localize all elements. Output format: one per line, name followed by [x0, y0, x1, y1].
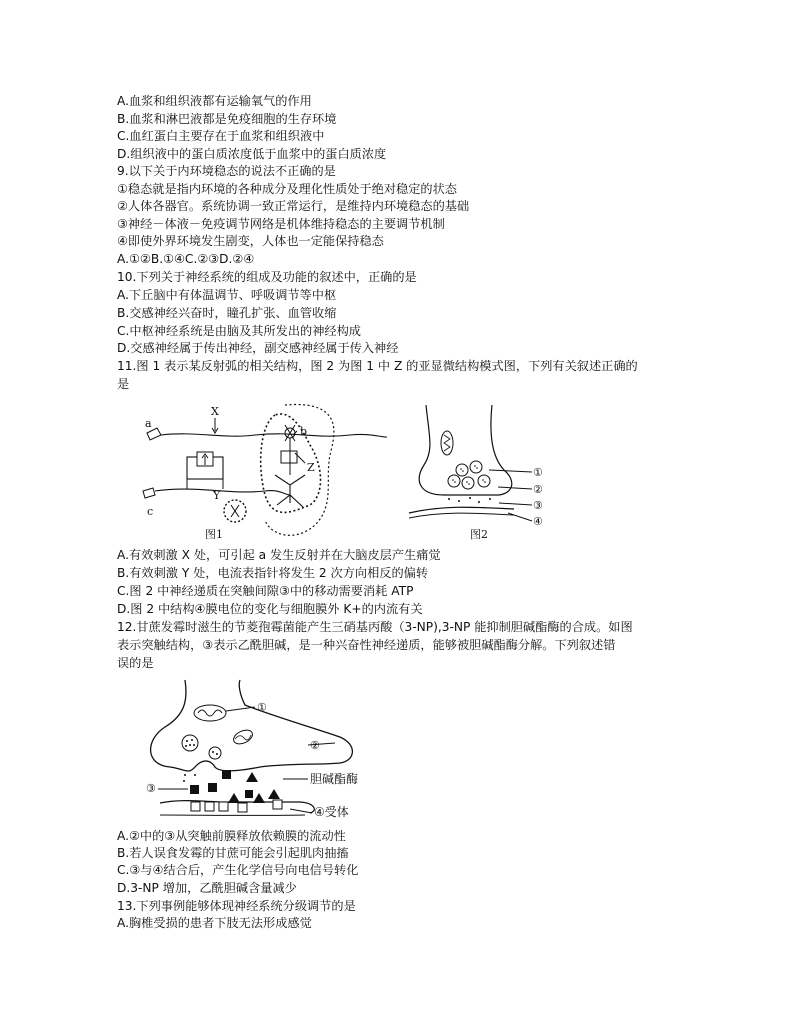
q9-item-1: ①稳态就是指内环境的各种成分及理化性质处于绝对稳定的状态: [117, 182, 457, 196]
figure-2-caption: 图2: [470, 528, 488, 541]
q8-option-d: D.组织液中的蛋白质浓度低于血浆中的蛋白质浓度: [117, 147, 387, 161]
fig2-label-3: ③: [533, 499, 543, 512]
q12-option-b: B.若人误食发霉的甘蔗可能会引起肌肉抽搐: [117, 846, 349, 860]
q12-option-d: D.3-NP 增加，乙酰胆碱含量减少: [117, 881, 297, 895]
fig3-label-3: ③: [146, 782, 156, 795]
label-z: Z: [307, 461, 315, 474]
q8-option-a: A.血浆和组织液都有运输氧气的作用: [117, 94, 312, 108]
figure-1-reflex-arc: [135, 395, 400, 545]
q11-stem-line2: 是: [117, 377, 130, 391]
fig2-label-1: ①: [533, 466, 543, 479]
figure-3-synapse: [140, 675, 400, 825]
label-b: b: [300, 425, 308, 438]
q12-option-a: A.②中的③从突触前膜释放依赖膜的流动性: [117, 829, 346, 843]
q12-stem-line2: 表示突触结构，③表示乙酰胆碱，是一种兴奋性神经递质，能够被胆碱酯酶分解。下列叙述错: [117, 638, 616, 652]
q9-item-4: ④即使外界环境发生剧变，人体也一定能保持稳态: [117, 234, 384, 248]
figure-2-synapse: [404, 395, 554, 545]
fig2-label-2: ②: [533, 483, 543, 496]
fig3-receptor-label: ④受体: [314, 805, 349, 819]
q9-item-2: ②人体各器官。系统协调一致正常运行，是维持内环境稳态的基础: [117, 199, 470, 213]
q11-option-b: B.有效刺激 Y 处，电流表指针将发生 2 次方向相反的偏转: [117, 566, 429, 580]
fig3-enzyme-label: 胆碱酯酶: [310, 772, 359, 786]
q10-stem: 10.下列关于神经系统的组成及功能的叙述中，正确的是: [117, 270, 417, 284]
fig3-label-2: ②: [310, 739, 320, 752]
q12-option-c: C.③与④结合后，产生化学信号向电信号转化: [117, 863, 359, 877]
q9-item-3: ③神经－体液－免疫调节网络是机体维持稳态的主要调节机制: [117, 217, 445, 231]
q9-stem: 9.以下关于内环境稳态的说法不正确的是: [117, 164, 336, 178]
q10-option-a: A.下丘脑中有体温调节、呼吸调节等中枢: [117, 288, 337, 302]
fig3-label-1: ①: [257, 701, 267, 714]
q11-stem-line1: 11.图 1 表示某反射弧的相关结构，图 2 为图 1 中 Z 的亚显微结构模式图，下列有关叙述正确的: [117, 359, 638, 373]
figure-1-caption: 图1: [205, 528, 223, 541]
q8-option-c: C.血红蛋白主要存在于血浆和组织液中: [117, 129, 325, 143]
q13-option-a: A.胸椎受损的患者下肢无法形成感觉: [117, 916, 312, 930]
q11-option-a: A.有效刺激 X 处，可引起 a 发生反射并在大脑皮层产生痛觉: [117, 548, 441, 562]
label-c: c: [147, 505, 154, 518]
q11-option-c: C.图 2 中神经递质在突触间隙③中的移动需要消耗 ATP: [117, 584, 414, 598]
q13-stem: 13.下列事例能够体现神经系统分级调节的是: [117, 899, 356, 913]
q10-option-c: C.中枢神经系统是由脑及其所发出的神经构成: [117, 324, 361, 338]
fig2-label-4: ④: [533, 515, 543, 528]
q10-option-d: D.交感神经属于传出神经，副交感神经属于传入神经: [117, 341, 399, 355]
label-y: Y: [213, 489, 221, 502]
q11-option-d: D.图 2 中结构④膜电位的变化与细胞膜外 K+的内流有关: [117, 602, 423, 616]
label-x: X: [211, 405, 219, 418]
q12-stem-line3: 误的是: [117, 656, 154, 670]
label-a: a: [145, 417, 152, 430]
q9-options: A.①②B.①④C.②③D.②④: [117, 252, 255, 266]
q12-stem-line1: 12.甘蔗发霉时滋生的节菱孢霉菌能产生三硝基丙酸（3-NP),3-NP 能抑制胆碱酯酶的合成。如图: [117, 620, 633, 634]
q10-option-b: B.交感神经兴奋时，瞳孔扩张、血管收缩: [117, 306, 337, 320]
q8-option-b: B.血浆和淋巴液都是免疫细胞的生存环境: [117, 112, 337, 126]
